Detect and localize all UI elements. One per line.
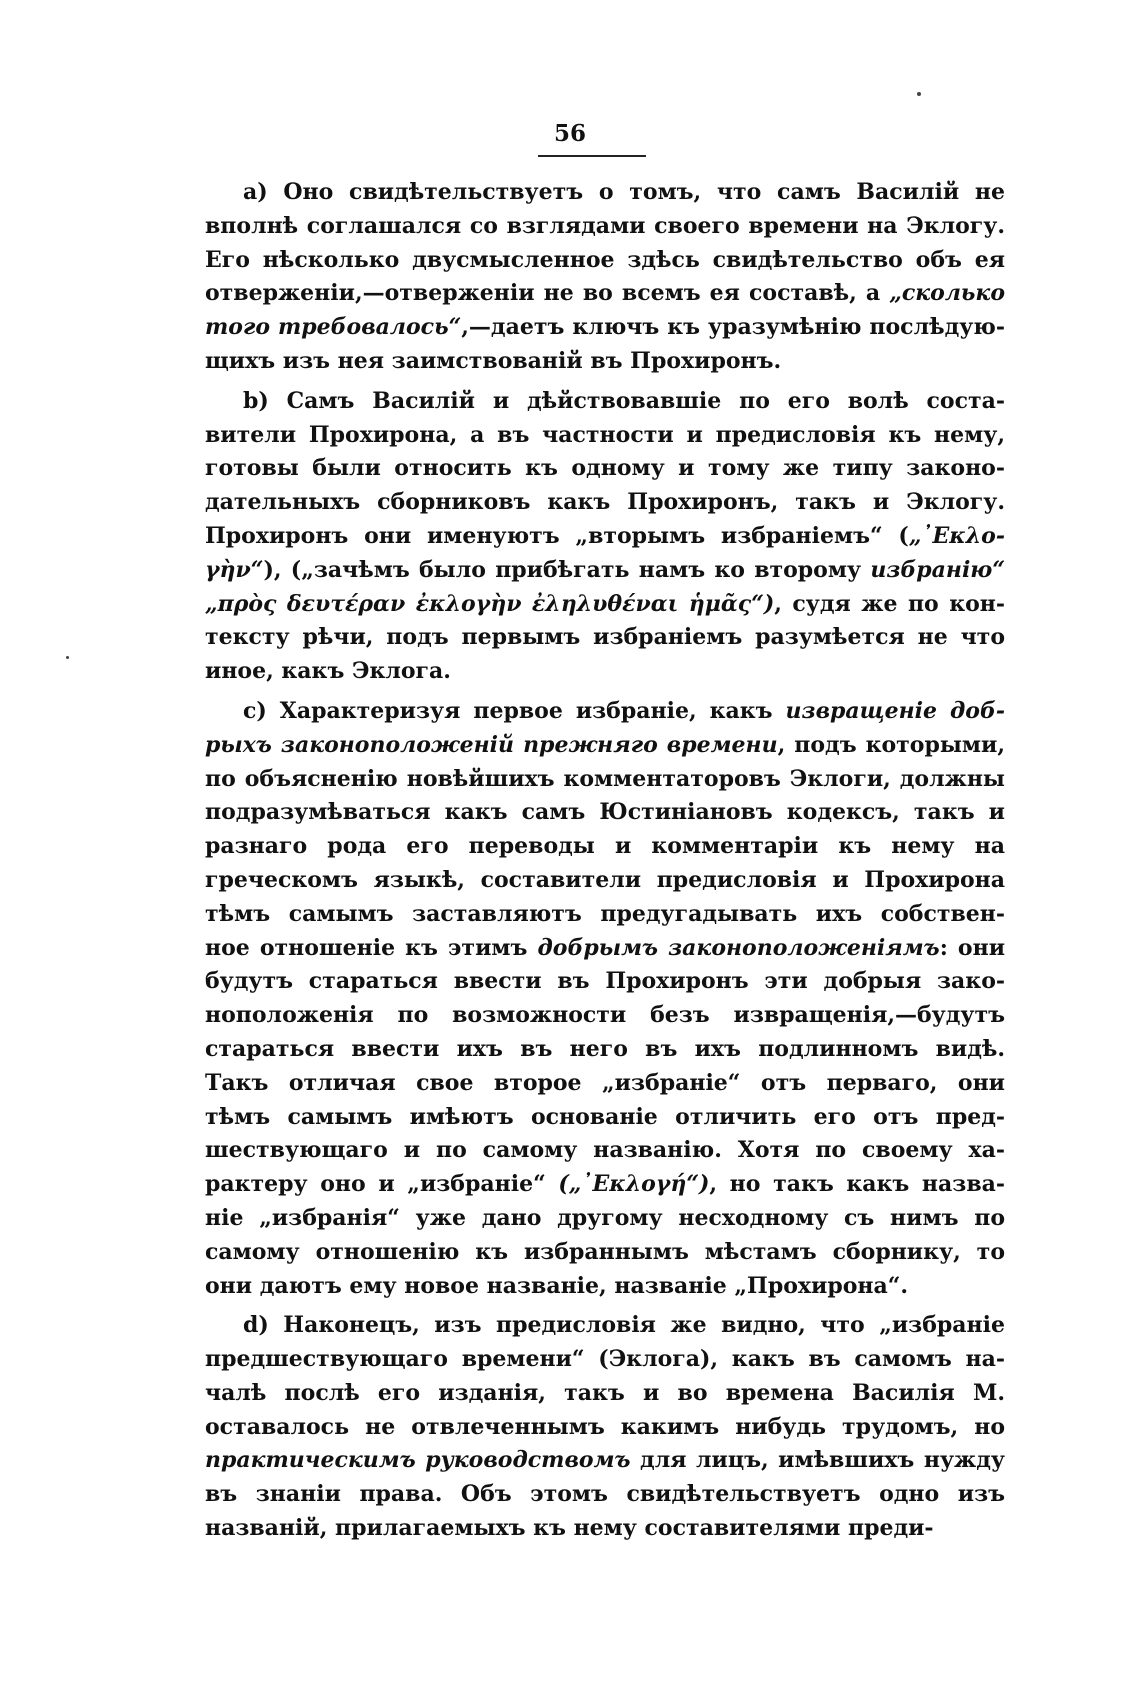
text-run: дательныхъ сборниковъ какъ Прохиронъ, такъ и Эклогу. [205,489,1005,516]
text-line [205,796,1005,830]
text-run: стараться ввести ихъ въ него въ ихъ подлинномъ видѣ. [205,1035,1005,1062]
text-line [205,932,1005,966]
speck-mark [917,92,921,96]
text-run: ,—даетъ ключъ къ уразумѣнію послѣдую- [461,314,1005,341]
text-run: Такъ отличая свое второе „избраніе“ отъ перваго, они [205,1069,1005,1096]
text-line [205,520,1005,554]
speck-mark [66,656,69,659]
text-line [205,763,1005,797]
text-line [205,345,1005,379]
text-line [205,830,1005,864]
italic-text: добрымъ законоположеніямъ [537,934,940,961]
italic-text: „сколько [889,280,1005,307]
text-line [205,999,1005,1033]
italic-text: γὴν“ [205,556,264,583]
text-block [205,176,1005,1546]
text-run: щихъ изъ нея заимствованій въ Прохиронъ. [205,347,782,374]
paragraph [205,695,1005,1303]
text-line [205,1101,1005,1135]
text-run: предшествующаго времени“ (Эклога), какъ въ самомъ на- [205,1346,1005,1373]
text-run: въ знаніи права. Объ этомъ свидѣтельствуетъ одно изъ [205,1481,1005,1508]
italic-text: рыхъ законоположеній прежняго времени [205,731,778,758]
text-run: самому отношенію къ избраннымъ мѣстамъ сборнику, то [205,1238,1005,1265]
text-line [205,385,1005,419]
text-run: подразумѣваться какъ самъ Юстиніановъ кодексъ, такъ и [205,799,1005,826]
text-line [205,1377,1005,1411]
text-line [205,244,1005,278]
text-line [205,1512,1005,1546]
text-run: чалѣ послѣ его изданія, такъ и во времена Василія М. [205,1379,1005,1406]
text-line [205,1478,1005,1512]
page-number-rule [538,155,646,157]
text-line [205,176,1005,210]
text-run: d) Наконецъ, изъ предисловія же видно, что „избраніе [243,1312,1005,1339]
text-run: вполнѣ соглашался со взглядами своего времени на Эклогу. [205,212,1005,239]
text-run: , судя же по кон- [774,590,1005,617]
text-line [205,210,1005,244]
text-run: будутъ стараться ввести въ Прохиронъ эти добрыя зако- [205,968,1005,995]
text-line [205,1202,1005,1236]
text-run: , но такъ какъ назва- [709,1171,1005,1198]
text-run: разнаго рода его переводы и комментаріи къ нему на [205,833,1005,860]
text-run: a) Оно свидѣтельствуетъ о томъ, что самъ Василій не [243,179,1005,205]
page-number: 56 [553,120,586,147]
text-run: шествующаго и по самому названію. Хотя по своему ха- [205,1137,1005,1164]
text-run: тексту рѣчи, подъ первымъ избраніемъ разумѣется не что [205,624,1005,651]
text-run: иное, какъ Эклога. [205,658,451,685]
text-line [205,1270,1005,1304]
text-run: названій, прилагаемыхъ къ нему составителями преди- [205,1515,934,1542]
text-run: вители Прохирона, а въ частности и предисловія къ нему, [205,421,1005,448]
text-line [205,277,1005,311]
text-line [205,965,1005,999]
paragraph [205,385,1005,689]
text-line [205,621,1005,655]
text-line [205,1134,1005,1168]
text-line [205,695,1005,729]
text-run: по объясненію новѣйшихъ комментаторовъ Эклоги, должны [205,765,1005,792]
text-run: , подъ которыми, [777,731,1005,758]
text-run: оставалось не отвлеченнымъ какимъ нибудь трудомъ, но [205,1413,1005,1440]
text-run: для лицъ, имѣвшихъ нужду [630,1447,1005,1474]
text-line [205,1309,1005,1343]
text-line [205,655,1005,689]
italic-text: („᾿Εκλογή“) [558,1171,710,1198]
italic-text: практическимъ руководствомъ [205,1447,631,1474]
text-line [205,898,1005,932]
text-line [205,1444,1005,1478]
text-line [205,486,1005,520]
text-line [205,1067,1005,1101]
text-line [205,1343,1005,1377]
text-line [205,419,1005,453]
text-run: тѣмъ самымъ имѣютъ основаніе отличить его отъ пред- [205,1103,1005,1130]
text-run: ноположенія по возможности безъ извращенія,—будутъ [205,1002,1005,1029]
text-line [205,864,1005,898]
text-line [205,729,1005,763]
text-run: рактеру оно и „избраніе“ [205,1171,559,1198]
text-line [205,1168,1005,1202]
text-line [205,554,1005,588]
text-run: c) Характеризуя первое избраніе, какъ [243,697,786,724]
text-line [205,452,1005,486]
text-line [205,588,1005,622]
text-line [205,1411,1005,1445]
text-line [205,1236,1005,1270]
text-run: b) Самъ Василій и дѣйствовавшіе по его волѣ соста- [243,387,1005,414]
paragraph [205,1309,1005,1546]
text-run: ное отношеніе къ этимъ [205,934,538,961]
text-line [205,1033,1005,1067]
text-run: тѣмъ самымъ заставляютъ предугадывать ихъ собствен- [205,900,1005,927]
italic-text: извращеніе доб- [785,697,1005,724]
text-run: греческомъ языкѣ, составители предисловія и Прохирона [205,866,1005,893]
italic-text: „᾿Εκλο- [908,522,1005,549]
text-run: Прохиронъ они именуютъ „вторымъ избраніемъ“ ( [205,522,909,549]
text-run: готовы были относить къ одному и тому же типу законо- [205,455,1005,482]
text-run: ніе „избранія“ уже дано другому несходному съ нимъ по [205,1204,1005,1231]
italic-text: того требовалось“ [205,314,462,341]
paragraph [205,176,1005,379]
text-run: отверженіи,—отверженіи не во всемъ ея составѣ, а [205,280,890,307]
text-run: ), („зачѣмъ было прибѣгать намъ ко второму [263,556,871,583]
text-run: : они [939,934,1006,961]
italic-text: „πρὸς δευτέραν ἐκλογὴν ἐληλυθέναι ἡμᾶς“) [205,590,775,617]
text-line [205,311,1005,345]
italic-text: избранію“ [870,556,1005,583]
text-run: Его нѣсколько двусмысленное здѣсь свидѣтельство объ ея [205,246,1005,273]
text-run: они даютъ ему новое названіе, названіе „Прохирона“. [205,1272,909,1299]
